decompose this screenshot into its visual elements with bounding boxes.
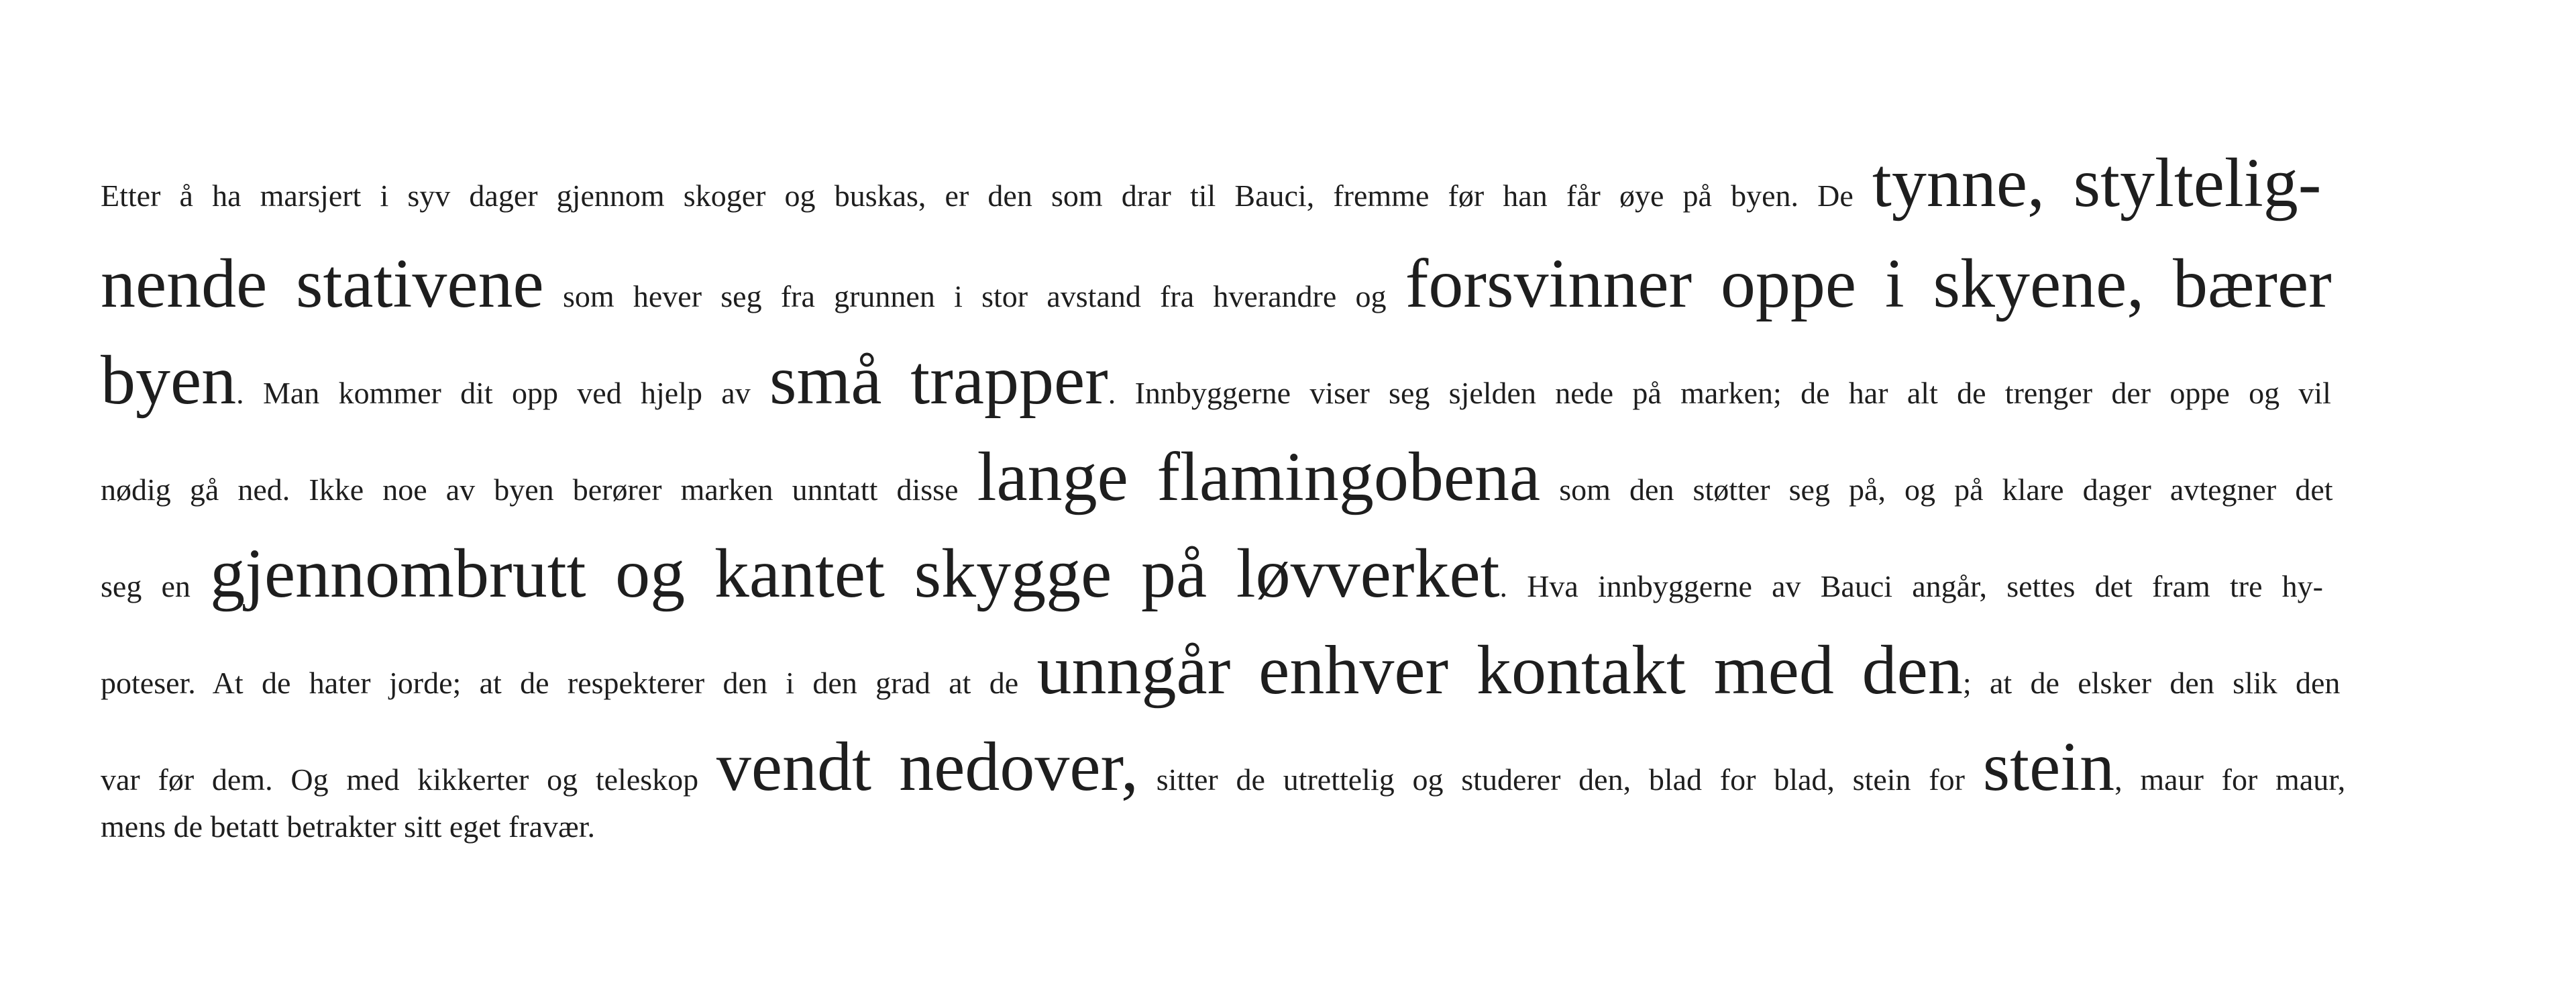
line-content bbox=[101, 245, 2332, 322]
text-line bbox=[101, 415, 2489, 515]
small-text: . Man kommer dit opp ved hjelp av bbox=[236, 376, 769, 410]
small-text: , maur for maur, bbox=[2114, 762, 2346, 797]
text-line bbox=[101, 218, 2489, 322]
text-block bbox=[101, 138, 2489, 842]
small-text: var før dem. Og med kikkerter og teleskop bbox=[101, 762, 716, 797]
line-content bbox=[101, 728, 2346, 805]
large-text: nende stativene bbox=[101, 245, 544, 322]
text-line bbox=[101, 512, 2489, 612]
line-content bbox=[101, 438, 2333, 515]
large-text: forsvinner oppe i skyene, bærer bbox=[1405, 245, 2332, 322]
large-text: tynne, styltelig- bbox=[1872, 144, 2322, 221]
small-text: som den støtter seg på, og på klare dager avtegner det bbox=[1540, 472, 2333, 507]
small-text: som hever seg fra grunnen i stor avstand fra hverandre og bbox=[543, 279, 1405, 313]
small-text: mens de betatt betrakter sitt eget fravær. bbox=[101, 809, 596, 844]
small-text: seg en bbox=[101, 569, 211, 603]
large-text: vendt nedover, bbox=[716, 728, 1139, 805]
text-line bbox=[101, 705, 2489, 805]
large-text: små trapper bbox=[769, 342, 1108, 419]
large-text: unngår enhver kontakt med den bbox=[1036, 632, 1963, 709]
small-text: . Hva innbyggerne av Bauci angår, settes det fram tre hy- bbox=[1499, 569, 2323, 603]
line-content bbox=[101, 632, 2341, 709]
line-content bbox=[101, 342, 2331, 419]
large-text: byen bbox=[101, 342, 237, 419]
line-content bbox=[101, 811, 595, 842]
text-line bbox=[101, 138, 2489, 221]
text-line bbox=[101, 319, 2489, 419]
line-content bbox=[101, 144, 2322, 221]
large-text: stein bbox=[1982, 728, 2115, 805]
small-text: . Innbyggerne viser seg sjelden nede på marken; de har alt de trenger der oppe og vil bbox=[1108, 376, 2331, 410]
small-text: Etter å ha marsjert i syv dager gjennom skoger og buskas, er den som drar til Bauci, fremme før han får øye på byen. De bbox=[101, 179, 1872, 213]
text-line bbox=[101, 802, 2489, 842]
line-content bbox=[101, 535, 2323, 612]
small-text: sitter de utrettelig og studerer den, blad for blad, stein for bbox=[1138, 762, 1983, 797]
small-text: ; at de elsker den slik den bbox=[1962, 666, 2341, 700]
large-text: gjennombrutt og kantet skygge på løvverket bbox=[210, 535, 1500, 612]
text-line bbox=[101, 609, 2489, 709]
small-text: poteser. At de hater jorde; at de respekterer den i den grad at de bbox=[101, 666, 1037, 700]
small-text: nødig gå ned. Ikke noe av byen berører marken unntatt disse bbox=[101, 472, 977, 507]
large-text: lange flamingobena bbox=[977, 438, 1541, 515]
